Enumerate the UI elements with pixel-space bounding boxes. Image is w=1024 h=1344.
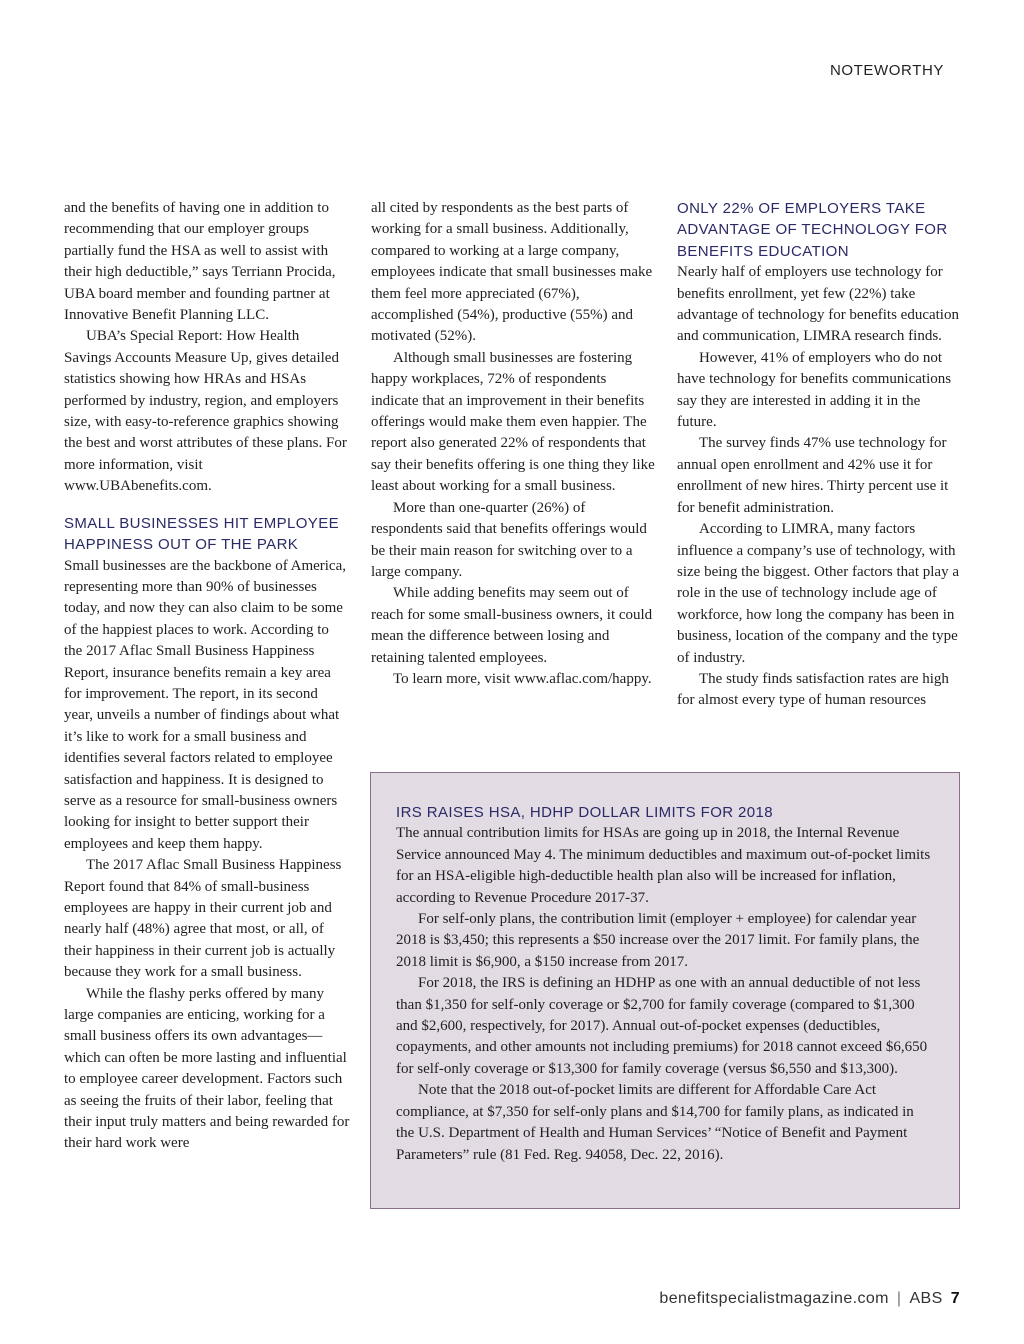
body-paragraph: Although small businesses are fostering happy workplaces, 72% of respondents indicate that an improvement in their benefits offerings would make them even happier. The report also generated 22% of respondents that say their benefits offering is one thing they like least about working for a small business. [371, 349, 655, 495]
section-tag: NOTEWORTHY [829, 62, 944, 79]
body-paragraph: To learn more, visit www.aflac.com/happy. [393, 670, 652, 687]
body-paragraph: The 2017 Aflac Small Business Happiness Report found that 84% of small-business employees are happy in their current job and nearly half (48%) agree that most, or all, of their happiness in their current job is actually because they work for a small business. [64, 857, 342, 981]
body-paragraph: While the flashy perks offered by many large companies are enticing, working for a small business offers its own advantages—which can often be more lasting and influential to employee career development. Factors such as seeing the fruits of their labor, feeling that their input truly matters and being rewarded for their hard work were [64, 985, 350, 1152]
body-paragraph: While adding benefits may seem out of reach for some small-business owners, it could mean the difference between losing and retaining talented employees. [371, 585, 653, 666]
body-paragraph: Small businesses are the backbone of America, representing more than 90% of businesses today, and now they can also claim to be some of the happiest places to work. According to the 2017 Aflac Small Business Happiness Report, insurance benefits remain a key area for improvement. The report, in its second year, unveils a number of findings about what it’s like to work for a small business and identifies several factors related to employee satisfaction and happiness. It is designed to serve as a resource for small-business owners looking for insight to better support their employees and keep them happy. [64, 557, 346, 852]
article-column-3 [677, 198, 963, 712]
footer-website: benefitspecialistmagazine.com [659, 1290, 889, 1307]
body-paragraph: According to LIMRA, many factors influence a company’s use of technology, with size being the biggest. Other factors that play a role in the use of technology include age of workforce, how long the company has been in business, location of the company and the type of industry. [677, 521, 959, 666]
footer-publication: ABS [909, 1290, 943, 1307]
body-paragraph: However, 41% of employers who do not have technology for benefits communications say they are interested in adding it in the future. [677, 349, 952, 431]
body-paragraph: More than one-quarter (26%) of respondents said that benefits offerings would be their main reason for switching over to a large company. [371, 499, 647, 580]
article-heading-small-businesses: SMALL BUSINESSES HIT EMPLOYEE HAPPINESS OUT OF THE PARK [64, 514, 340, 554]
page-number: 7 [950, 1290, 960, 1307]
body-paragraph: The survey finds 47% use technology for annual open enrollment and 42% use it for enrollment of new hires. Thirty percent use it for benefit administration. [677, 435, 949, 516]
body-paragraph: UBA’s Special Report: How Health Savings Accounts Measure Up, gives detailed statistics showing how HRAs and HSAs performed by industry, region, and employers size, with easy-to-reference graphics showing the best and worst attributes of these plans. For more information, visit www.UBAbenefits.com. [64, 328, 347, 495]
article-column-2 [371, 198, 657, 690]
footer-separator: | [896, 1290, 902, 1307]
sidebar-heading: IRS RAISES HSA, HDHP DOLLAR LIMITS FOR 2018 [396, 804, 774, 821]
sidebar-paragraph: The annual contribution limits for HSAs are going up in 2018, the Internal Revenue Service announced May 4. The minimum deductibles and maximum out-of-pocket limits for an HSA-eligible high-deductible health plan also will be increased for inflation, according to Revenue Procedure 2017-37. [396, 825, 931, 906]
body-paragraph: The study finds satisfaction rates are high for almost every type of human resources [677, 670, 949, 709]
body-paragraph: all cited by respondents as the best parts of working for a small business. Additionally, compared to working at a large company, employees indicate that small businesses make them feel more appreciated (67%), accomplished (54%), productive (55%) and motivated (52%). [371, 200, 653, 345]
irs-sidebar-box [370, 772, 960, 1209]
sidebar-paragraph: Note that the 2018 out-of-pocket limits are different for Affordable Care Act compliance, at $7,350 for self-only plans and $14,700 for family plans, as indicated in the U.S. Department of Health and Human Services’ “Notice of Benefit and Payment Parameters” rule (81 Fed. Reg. 94058, Dec. 22, 2016). [396, 1082, 914, 1163]
body-paragraph: Nearly half of employers use technology for benefits enrollment, yet few (22%) take advantage of technology for benefits education and communication, LIMRA research finds. [677, 264, 959, 345]
body-paragraph: and the benefits of having one in addition to recommending that our employer groups partially fund the HSA as well to assist with their high deductible,” says Terriann Procida, UBA board member and founding partner at Innovative Benefit Planning LLC. [64, 200, 336, 324]
article-heading-technology: ONLY 22% OF EMPLOYERS TAKE ADVANTAGE OF TECHNOLOGY FOR BENEFITS EDUCATION [677, 200, 948, 260]
sidebar-paragraph: For self-only plans, the contribution limit (employer + employee) for calendar year 2018 is $3,450; this represents a $50 increase over the 2017 limit. For family plans, the 2018 limit is $6,900, a $150 increase from 2017. [396, 911, 920, 970]
article-column-1 [64, 198, 350, 1155]
sidebar-paragraph: For 2018, the IRS is defining an HDHP as one with an annual deductible of not less than $1,350 for self-only coverage or $2,700 for family coverage (compared to $1,300 and $2,600, respectively, for 2017). Annual out-of-pocket expenses (deductibles, copayments, and other amounts not including premiums) for 2018 cannot exceed $6,650 for self-only coverage or $13,300 for family coverage (versus $6,550 and $13,300). [396, 975, 928, 1077]
page-footer [659, 1290, 960, 1308]
